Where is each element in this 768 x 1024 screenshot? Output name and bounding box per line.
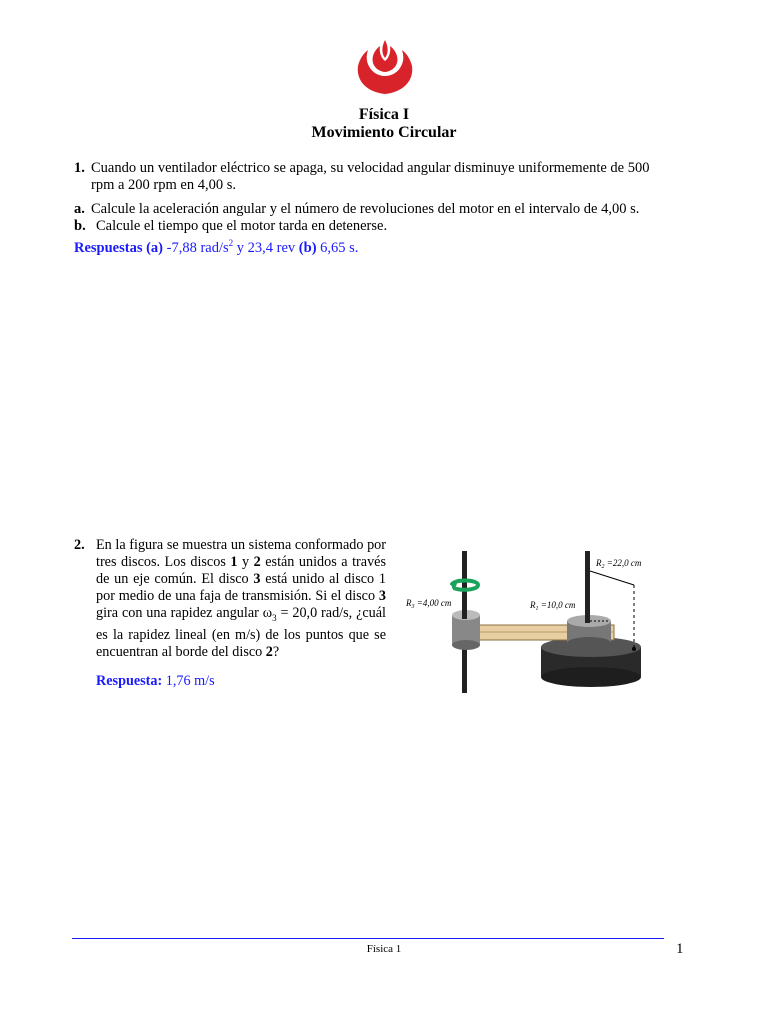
q1-text-line1: Cuando un ventilador eléctrico se apaga, su velocidad angular disminuye uniformemente de 500 (91, 160, 650, 176)
q1-answer-a-rest: y 23,4 rev (233, 239, 299, 256)
page-title: Física I (358, 106, 410, 123)
q1-answer-a-exp: 2 (228, 238, 234, 248)
page-number: 1 (676, 941, 684, 957)
r2-label: $R_2 =22,0$ cm (596, 558, 642, 570)
q2-block (74, 537, 386, 690)
r2-dimension-line (590, 571, 634, 585)
q1-b-label: b. (74, 218, 86, 234)
q1-a-label: a. (74, 201, 85, 217)
footer-divider (72, 938, 664, 939)
r1-label: $R_1 =10,0$ cm (530, 600, 576, 612)
q1-a-text: Calcule la aceleración angular y el número de revoluciones del motor en el intervalo de 4,00 s. (91, 201, 640, 217)
upc-flame-logo (354, 38, 416, 96)
q1-answers (74, 235, 694, 257)
q1-answer-b-label: (b) (298, 239, 317, 256)
page-subtitle: Movimiento Circular (311, 124, 457, 141)
q2-number: 2. (74, 537, 85, 553)
q1-text-line2: rpm a 200 rpm en 4,00 s. (91, 177, 236, 193)
q1-answer-b: 6,65 s. (316, 239, 359, 256)
q2-answer: Respuesta: 1,76 m/s (96, 672, 215, 689)
q1-number: 1. (74, 160, 85, 176)
q1-answer-label: Respuestas (a) (74, 239, 164, 256)
q1-answer-a: -7,88 rad/s (163, 239, 229, 256)
footer-text: Física 1 (366, 943, 402, 955)
disk-system-figure (396, 545, 664, 695)
r3-label: $R_3 =4,00$ cm (406, 598, 452, 610)
q2-text: En la figura se muestra un sistema conformado por tres discos. Los discos 1 y 2 están unidos a través de un eje común. El disco 3 está unido al disco 1 por medio de una faja de transmisión. Si el disco 3 gira con una rapidez angular $\omega_3 = 20,0$ rad/s, ¿cuál es la rapidez lineal (en m/s) de los puntos que se encuentran al borde del disco 2? (96, 537, 386, 660)
q1-b-text: Calcule el tiempo que el motor tarda en detenerse. (96, 218, 388, 234)
